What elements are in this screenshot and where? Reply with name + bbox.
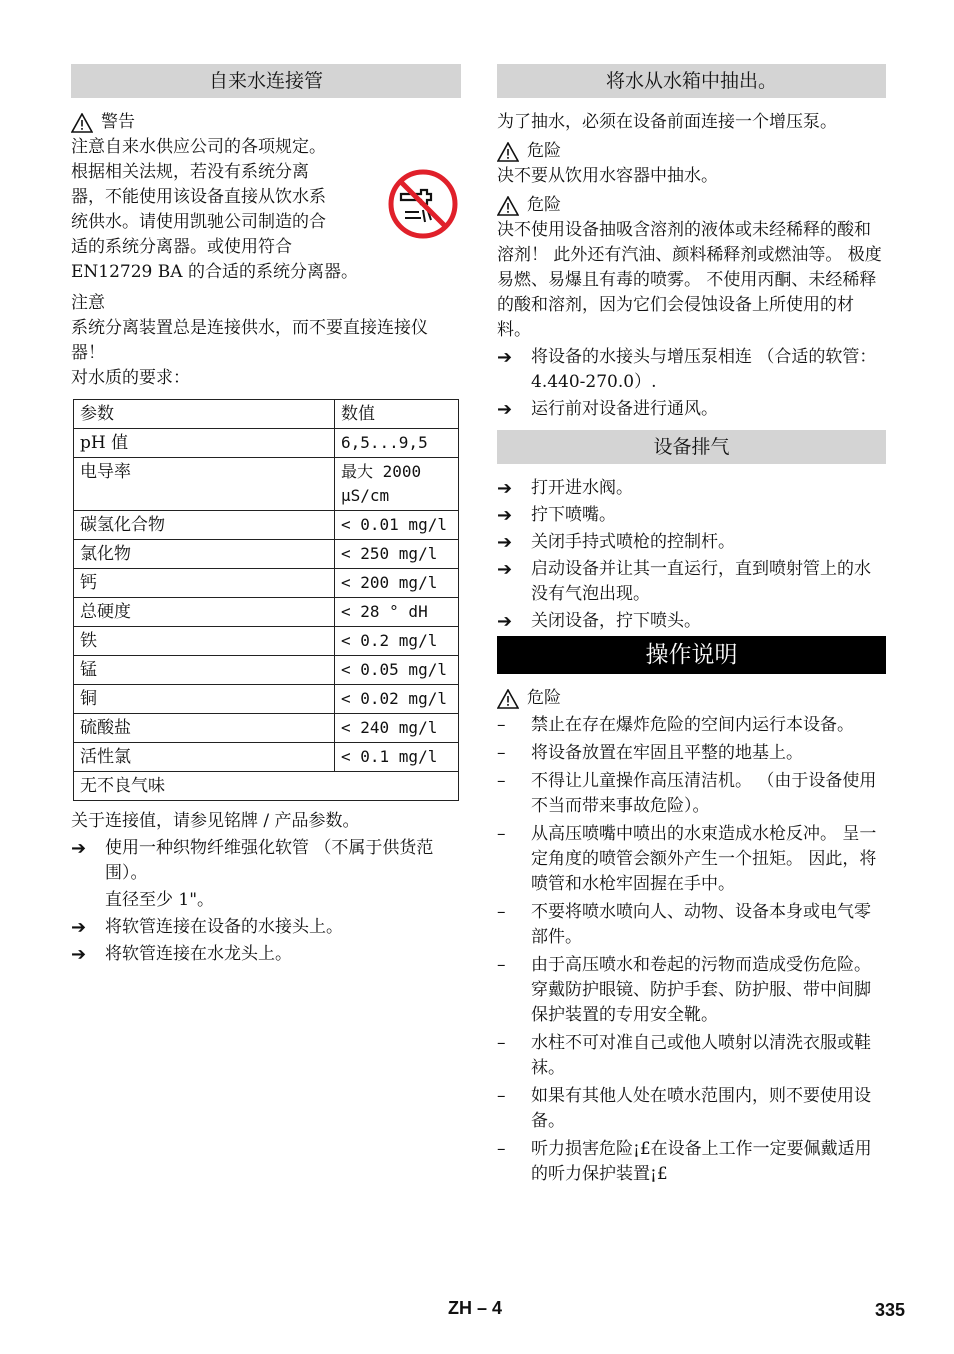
- list-item-text: 运行前对设备进行通风。: [531, 399, 718, 419]
- list-item-text: 将软管连接在水龙头上。: [105, 944, 292, 964]
- left-column: [71, 64, 461, 969]
- table-header-cell: 参数: [74, 400, 335, 429]
- arrow-right-icon: ➔: [71, 917, 87, 938]
- dash-bullet: –: [497, 771, 506, 791]
- list-item: [497, 557, 886, 607]
- footer-page-number: 335: [875, 1300, 906, 1320]
- table-cell-param: 碳氢化合物: [74, 511, 335, 540]
- table-row: [74, 656, 459, 685]
- table-cell-param: 活性氯: [74, 743, 335, 772]
- warning-label: 警告: [101, 112, 135, 132]
- warning-text: [71, 135, 381, 285]
- danger-heading: [497, 193, 886, 218]
- table-row: [74, 627, 459, 656]
- table-row: [74, 458, 459, 511]
- list-item: [71, 942, 461, 967]
- list-item-text: 将软管连接在设备的水接头上。: [105, 917, 343, 937]
- list-item: [497, 345, 886, 395]
- danger-heading: [497, 139, 886, 164]
- warning-line: 适的系统分离器。或使用符合: [71, 237, 292, 257]
- arrow-right-icon: ➔: [497, 399, 513, 420]
- table-cell-param: 钙: [74, 569, 335, 598]
- table-cell-value: < 0.02 mg/l: [335, 685, 459, 714]
- dash-bullet: –: [497, 1086, 506, 1106]
- dash-bullet: –: [497, 1139, 506, 1159]
- table-cell-value: < 28 ° dH: [335, 598, 459, 627]
- table-cell-param: 硫酸盐: [74, 714, 335, 743]
- footer-language-page: ZH – 4: [448, 1298, 503, 1318]
- table-cell-value: < 0.01 mg/l: [335, 511, 459, 540]
- list-item: [71, 836, 461, 886]
- table-row: [74, 569, 459, 598]
- arrow-right-icon: ➔: [497, 611, 513, 632]
- table-row: [74, 429, 459, 458]
- danger-label: 危险: [527, 141, 561, 161]
- table-header-row: [74, 400, 459, 429]
- table-row: [74, 772, 459, 801]
- warning-line: 根据相关法规，若没有系统分离: [71, 162, 309, 182]
- list-item: [497, 713, 886, 738]
- arrow-right-icon: ➔: [497, 347, 513, 368]
- water-quality-table: [73, 399, 459, 801]
- danger-heading: [497, 686, 886, 711]
- dash-bullet: –: [497, 824, 506, 844]
- diameter-note: 直径至少 1"。: [105, 890, 215, 910]
- section-title-water-connection: 自来水连接管: [71, 64, 461, 98]
- list-item-text: 水柱不可对准自己或他人喷射以清洗衣服或鞋袜。: [531, 1033, 871, 1078]
- list-item: [497, 476, 886, 501]
- danger-label: 危险: [527, 688, 561, 708]
- note-label: 注意: [71, 293, 105, 313]
- table-cell-param: 电导率: [74, 458, 335, 511]
- no-drinking-water-icon: [387, 168, 459, 240]
- warning-triangle-icon: [497, 689, 519, 709]
- list-item-text: 将设备的水接头与增压泵相连 （合适的软管： 4.440-270.0）.: [531, 347, 877, 392]
- list-item-text: 听力损害危险¡£在设备上工作一定要佩戴适用的听力保护装置¡£: [531, 1139, 872, 1184]
- warning-line: 统供水。请使用凯驰公司制造的合: [71, 212, 326, 232]
- warning-triangle-icon: [71, 113, 93, 133]
- list-item: [497, 1031, 886, 1081]
- warning-block: [71, 110, 461, 285]
- warning-line: 器，不能使用该设备直接从饮水系: [71, 187, 326, 207]
- arrow-right-icon: ➔: [497, 559, 513, 580]
- dash-bullet: –: [497, 902, 506, 922]
- section-title-tank-water: 将水从水箱中抽出。: [497, 64, 886, 98]
- right-column: [497, 64, 886, 1190]
- table-cell-param: 氯化物: [74, 540, 335, 569]
- warning-triangle-icon: [497, 142, 519, 162]
- list-item-text: 启动设备并让其一直运行，直到喷射管上的水没有气泡出现。: [531, 559, 871, 604]
- list-item: [497, 822, 886, 897]
- list-item: [497, 741, 886, 766]
- danger-text: 决不要从饮用水容器中抽水。: [497, 166, 718, 186]
- dash-bullet: –: [497, 1033, 506, 1053]
- list-item: [497, 1137, 886, 1187]
- list-item-text: 关闭手持式喷枪的控制杆。: [531, 532, 735, 552]
- warning-triangle-icon: [497, 196, 519, 216]
- table-cell-param: pH 值: [74, 429, 335, 458]
- danger-text: 决不使用设备抽吸含溶剂的液体或未经稀释的酸和溶剂！ 此外还有汽油、颜料稀释剂或燃油等。 极度易燃、易爆且有毒的喷雾。 不使用丙酮、未经稀释的酸和溶剂，因为它们会侵蚀设备上所使用的材料。: [497, 220, 882, 340]
- table-row: [74, 540, 459, 569]
- water-quality-intro: 对水质的要求：: [71, 368, 190, 388]
- table-row: [74, 685, 459, 714]
- list-item: [497, 530, 886, 555]
- arrow-right-icon: ➔: [497, 505, 513, 526]
- list-item-text: 打开进水阀。: [531, 478, 633, 498]
- table-cell-param: 铜: [74, 685, 335, 714]
- table-cell-param: 铁: [74, 627, 335, 656]
- warning-line: EN12729 BA 的合适的系统分离器。: [71, 262, 358, 282]
- list-item: [497, 1084, 886, 1134]
- table-cell-value: 6,5...9,5: [335, 429, 459, 458]
- table-cell-value: 最大 2000 μS/cm: [335, 458, 459, 511]
- arrow-right-icon: ➔: [71, 838, 87, 859]
- arrow-right-icon: ➔: [497, 532, 513, 553]
- list-item: [497, 397, 886, 422]
- table-row: [74, 511, 459, 540]
- section-title-venting: 设备排气: [497, 430, 886, 464]
- dash-bullet: –: [497, 715, 506, 735]
- list-item-text: 由于高压喷水和卷起的污物而造成受伤危险。 穿戴防护眼镜、防护手套、防护服、带中间脚保护装置的专用安全靴。: [531, 955, 871, 1025]
- note-text: 系统分离装置总是连接供水，而不要直接连接仪器！: [71, 318, 428, 363]
- table-row: [74, 743, 459, 772]
- connection-values-note: 关于连接值，请参见铭牌 / 产品参数。: [71, 811, 360, 831]
- list-item-text: 拧下喷嘴。: [531, 505, 616, 525]
- list-item: [497, 609, 886, 634]
- list-item-text: 从高压喷嘴中喷出的水束造成水枪反冲。 呈一定角度的喷管会额外产生一个扭矩。 因此，将喷管和水枪牢固握在手中。: [531, 824, 877, 894]
- table-header-cell: 数值: [335, 400, 459, 429]
- table-cell-value: < 0.1 mg/l: [335, 743, 459, 772]
- pump-intro: 为了抽水，必须在设备前面连接一个增压泵。: [497, 112, 837, 132]
- list-item: [497, 900, 886, 950]
- list-item: [497, 953, 886, 1028]
- table-cell-value: < 240 mg/l: [335, 714, 459, 743]
- table-cell-value: < 200 mg/l: [335, 569, 459, 598]
- list-item: [497, 769, 886, 819]
- list-item-text: 不得让儿童操作高压清洁机。 （由于设备使用不当而带来事故危险）。: [531, 771, 877, 816]
- table-row: [74, 714, 459, 743]
- list-item-text: 禁止在存在爆炸危险的空间内运行本设备。: [531, 715, 854, 735]
- table-cell-value: < 250 mg/l: [335, 540, 459, 569]
- list-item: [497, 503, 886, 528]
- dash-bullet: –: [497, 743, 506, 763]
- arrow-right-icon: ➔: [71, 944, 87, 965]
- list-item-text: 关闭设备，拧下喷头。: [531, 611, 701, 631]
- section-title-operation: 操作说明: [497, 636, 886, 674]
- list-item-text: 使用一种织物纤维强化软管 （不属于供货范围）。: [105, 838, 434, 883]
- warning-line: 注意自来水供应公司的各项规定。: [71, 137, 326, 157]
- table-row: [74, 598, 459, 627]
- table-footer-cell: 无不良气味: [74, 772, 459, 801]
- list-item-text: 将设备放置在牢固且平整的地基上。: [531, 743, 803, 763]
- list-item-text: 不要将喷水喷向人、动物、设备本身或电气零部件。: [531, 902, 871, 947]
- table-cell-value: < 0.2 mg/l: [335, 627, 459, 656]
- list-item: [71, 915, 461, 940]
- warning-heading: [71, 110, 461, 135]
- dash-bullet: –: [497, 955, 506, 975]
- arrow-right-icon: ➔: [497, 478, 513, 499]
- table-cell-value: < 0.05 mg/l: [335, 656, 459, 685]
- table-cell-param: 总硬度: [74, 598, 335, 627]
- danger-label: 危险: [527, 195, 561, 215]
- list-item-text: 如果有其他人处在喷水范围内，则不要使用设备。: [531, 1086, 871, 1131]
- table-cell-param: 锰: [74, 656, 335, 685]
